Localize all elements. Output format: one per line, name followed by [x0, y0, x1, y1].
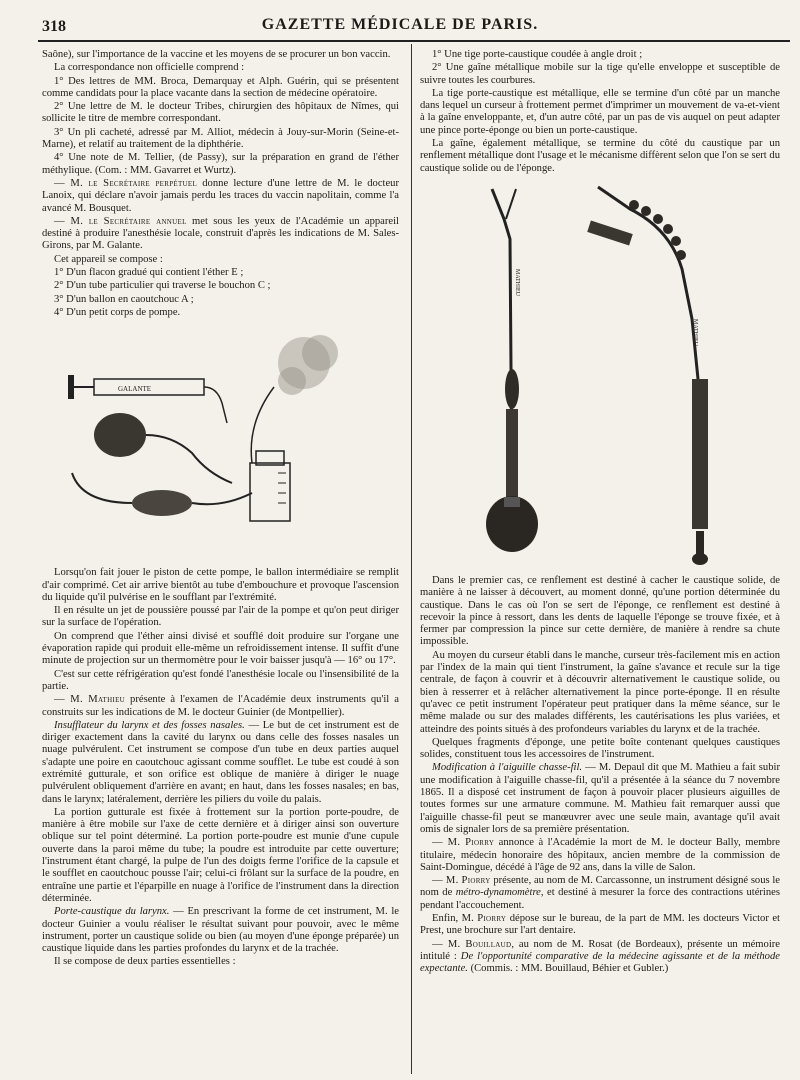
paragraph: Insufflateur du larynx et des fosses nasales. — Le but de cet instrument est de diriger exactement dans la cavité du larynx ou dans celle des fosses nasales un nuage pulvérulent. Cet instrument se compose d'un tube en deux parties auquel s'adapte une poire en caoutchouc agissant comme soufflet. Le tube est coudé à son extrémité gutturale, et son orifice est oblique de manière à diriger le nuage pulvérulent obliquement d'arrière en avant; en haut, dans les fosses nasales; en bas, dans le larynx; latéralement, derrière les piliers du voile du palais. — [42, 719, 399, 805]
anesthesia-apparatus-figure — [42, 323, 399, 563]
paragraph: — M. le Secrétaire annuel met sous les yeux de l'Académie un appareil destiné à produire l'anesthésie locale, construit d'après les indications de M. Sales-Girons, par M. Galante. — [42, 215, 399, 252]
paragraph: 2° Une lettre de M. le docteur Tribes, chirurgien des hôpitaux de Nîmes, qui sollicite le titre de membre correspondant. — [42, 101, 399, 125]
paragraph: La portion gutturale est fixée à frottement sur la portion porte-poudre, de manière à être mobile sur l'axe de cette dernière et à diriger ainsi son ouverture oblique sur tel point déterminé. La portion porte-poudre est munie d'une cupule ouverte dans la paroi même du tube; la poudre est introduite par cette ouverture; l'instrument étant chargé, la pulpe de l'un des doigts ferme l'orifice de la capsule et le soufflet en caoutchouc pousse l'air; celui-ci frôlant sur la surface de la poudre, en entraîne une partie et l'éparpille en nuage à l'orifice de l'instrument dans la direction déterminée. — [42, 806, 399, 904]
apparatus-illustration — [42, 323, 399, 563]
paragraph: — M. Piorry présente, au nom de M. Carcassonne, un instrument désigné sous le nom de métro-dynamomètre, et destiné à mesurer la force des contractions utérines pendant l'accouchement. — [420, 875, 780, 911]
speaker: — M. Piorry — [432, 837, 495, 849]
paragraph: La correspondance non officielle comprend : — [54, 62, 245, 74]
section-heading: Porte-caustique du larynx. — [54, 906, 170, 918]
list-item: 3° D'un ballon en caoutchouc A ; — [54, 293, 194, 305]
paragraph: Lorsqu'on fait jouer le piston de cette pompe, le ballon intermédiaire se remplit d'air comprimé. Cet air arrive bientôt au tube d'embouchure et provoque l'ascension du liquide qu'il pulvérise en le soufflant par l'extrémité. — [42, 567, 399, 603]
speaker: — M. Piorry — [432, 875, 491, 887]
speaker: — M. le Secrétaire perpétuel — [54, 177, 198, 189]
paragraph: 4° Une note de M. Tellier, (de Passy), sur la préparation en grand de l'éther méthylique. (Com. : MM. Gavarret et Wurtz). — [42, 152, 399, 176]
speaker: — M. Mathieu — [54, 694, 126, 706]
paragraph: Cet appareil se compose : — [54, 253, 163, 265]
left-column — [42, 49, 399, 970]
paragraph: C'est sur cette réfrigération qu'est fondé l'anesthésie locale ou l'insensibilité de la partie. — [42, 668, 399, 692]
paragraph: — M. Mathieu présente à l'examen de l'Académie deux instruments qu'il a construits sur les indications de M. le docteur Guinier (de Montpellier). — [42, 694, 399, 718]
column-divider — [411, 44, 412, 1074]
journal-title: GAZETTE MÉDICALE DE PARIS. — [261, 16, 539, 33]
speaker: Piorry — [477, 912, 507, 924]
list-item: 2° D'un tube particulier qui traverse le bouchon C ; — [54, 280, 271, 292]
paragraph: — M. le Secrétaire perpétuel donne lecture d'une lettre de M. le docteur Lanoix, qui déclare n'avoir jamais perdu les traces du vaccin napolitain, comme l'a avancé M. Bousquet. — [42, 177, 399, 214]
section-heading: Modification à l'aiguille chasse-fil. — [432, 762, 583, 774]
paragraph: 3° Un pli cacheté, adressé par M. Alliot, médecin à Jouy-sur-Morin (Seine-et-Marne), et relatif au traitement de la diphthérie. — [42, 126, 399, 151]
paragraph: — M. Piorry annonce à l'Académie la mort de M. le docteur Bally, membre titulaire, médecin honoraire des hôpitaux, ancien membre de la commission de Saint-Domingue, décédé à l'âge de 92 ans, dans la ville de Salon. — [420, 837, 780, 873]
paragraph: On comprend que l'éther ainsi divisé et soufflé doit produire sur l'organe une évaporation rapide qui produit elle-même un refroidissement intense. Il suffit d'une minute de projection sur un thermomètre pour le voir baisser jusqu'à — 16° ou 17°. — [42, 630, 399, 667]
header-rule — [38, 40, 790, 42]
paragraph: Dans le premier cas, ce renflement est destiné à cacher le caustique solide, de manière à ne laisser à découvert, au moment donné, qu'une portion déterminée du caustique. Dans le cas où l'on se sert de l'éponge, ce renflement est destiné à recevoir la pince à ressort, dans les dents de laquelle l'éponge se trouve fixée, et à fermer par compression la pince sur cette dernière, de manière à rendre sa chute impossible. — [420, 574, 780, 648]
paragraph: La tige porte-caustique est métallique, elle se termine d'un côté par un manche dans lequel un curseur à frottement permet d'imprimer un mouvement de va-et-vient à la gaîne enveloppante, et, d'un autre côté, par un pas de vis auquel on peut adapter une pince porte-éponge ou bien un porte-caustique. — [420, 87, 780, 136]
list-item: 4° D'un petit corps de pompe. — [54, 306, 181, 318]
paragraph: Il en résulte un jet de poussière poussé par l'air de la pompe et qu'on peut diriger sur la surface de l'opération. — [42, 605, 399, 629]
paragraph: Quelques fragments d'éponge, une petite boîte contenant quelques caustiques solides, constituent tous les accessoires de l'instrument. — [420, 736, 780, 761]
paragraph: 1° Des lettres de MM. Broca, Demarquay et Alph. Guérin, qui se présentent comme candidats pour la place vacante dans la section de médecine opératoire. — [42, 75, 399, 99]
paragraph: Au moyen du curseur établi dans le manche, curseur très-facilement mis en action par l'index de la main qui tient l'instrument, la gaîne s'avance et recule sur la tige centrale, de façon à couvrir et à découvrir alternativement le caustique solide, ou bien à resserrer et à relâcher alternativement la pince porte-éponge. Il en résulte qu'avec ce petit instrument l'opérateur peut pratiquer dans la même séance, sur le même malade ou sur des malades différents, les cautérisations les plus variées, et atteindre des points situés à des profondeurs variables du larynx et de la trachée. — [420, 649, 780, 735]
paragraph: Porte-caustique du larynx. — En prescrivant la forme de cet instrument, M. le docteur Guinier a voulu réaliser le résultat suivant pour pouvoir, avec le même instrument, porter un caustique solide ou bien (au moyen d'une éponge préparée) un caustique liquide dans les parties profondes du larynx et de la trachée. — [42, 906, 399, 955]
mathieu-label-2: MATHIEU — [692, 318, 698, 346]
page-number: 318 — [42, 18, 66, 35]
page-header — [0, 0, 800, 40]
instrument-illustration — [420, 179, 780, 571]
paragraph: — M. Bouillaud, au nom de M. Rosat (de Bordeaux), présente un mémoire intitulé : De l'opportunité comparative de la médecine agissante et de la méthode expectante. (Commis. : MM. Bouillaud, Béhier et Gubler.) — [420, 938, 780, 975]
paragraph: Modification à l'aiguille chasse-fil. — M. Depaul dit que M. Mathieu a fait subir une modification à l'aiguille chasse-fil, qu'il a présentée à la séance du 7 novembre 1865. Il a disposé cet instrument de façon à pouvoir placer plusieurs aiguilles de toutes formes sur une armature commune. M. Mathieu fait remarquer aussi que l'aiguille chasse-fil peut se manœuvrer avec une seule main, avantage qu'il avait omis de signaler lors de sa première présentation. — [420, 762, 780, 835]
paragraph: Saône), sur l'importance de la vaccine et les moyens de se procurer un bon vaccin. — [42, 49, 391, 60]
list-item: 2° Une gaîne métallique mobile sur la tige qu'elle enveloppe et susceptible de suivre toutes les courbures. — [420, 62, 780, 86]
list-item: 1° Une tige porte-caustique coudée à angle droit ; — [432, 49, 643, 60]
right-column — [420, 49, 780, 976]
speaker: — M. Bouillaud, — [432, 938, 515, 950]
galante-label: GALANTE — [118, 385, 152, 394]
list-item: 1° D'un flacon gradué qui contient l'éther E ; — [54, 267, 244, 279]
section-heading: Insufflateur du larynx et des fosses nasales. — [54, 719, 245, 731]
paragraph: Il se compose de deux parties essentielles : — [54, 956, 236, 968]
mathieu-label-1: MATHIEU — [514, 268, 520, 296]
speaker: — M. le Secrétaire annuel — [54, 215, 187, 227]
porte-caustique-figure — [420, 179, 780, 571]
paragraph: Enfin, M. Piorry dépose sur le bureau, de la part de MM. les docteurs Victor et Prest, une brochure sur l'art dentaire. — [420, 912, 780, 937]
paragraph: La gaîne, également métallique, se termine du côté du caustique par un renflement métallique dont l'usage et le mécanisme diffèrent selon que l'on se sert du caustique solide ou de l'éponge. — [420, 138, 780, 174]
